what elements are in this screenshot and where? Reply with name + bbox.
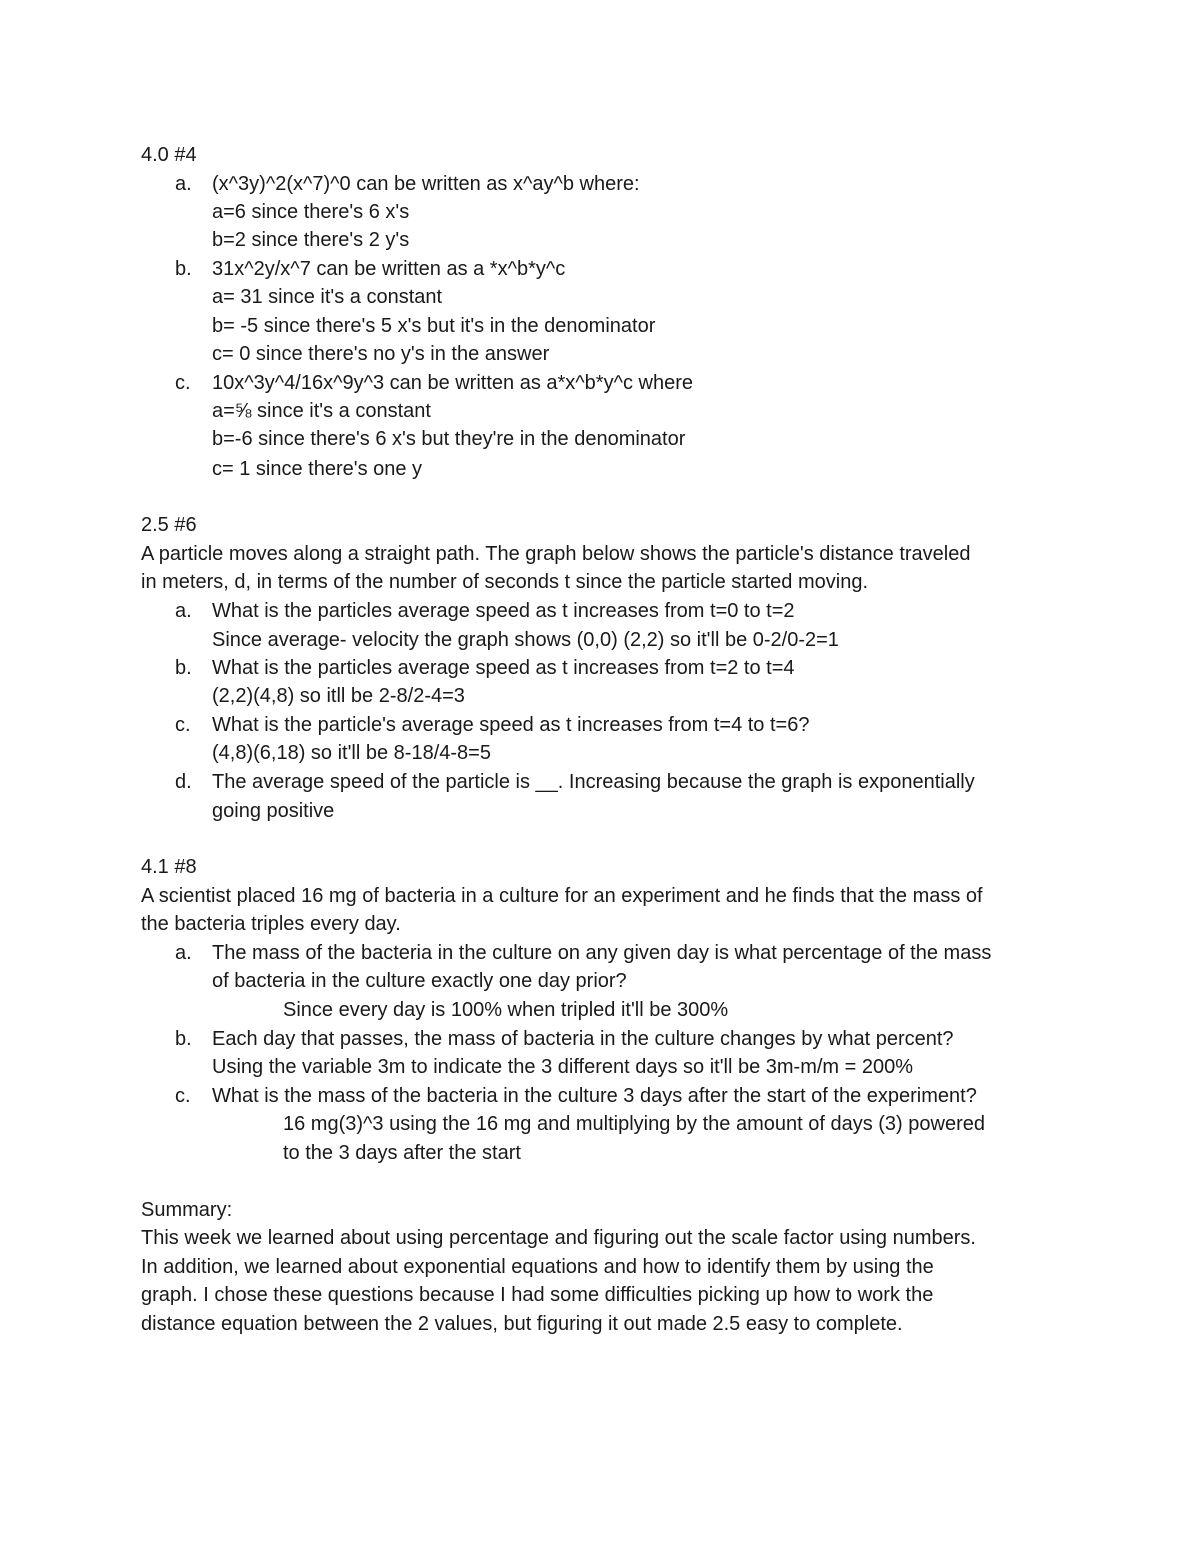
item-marker: b.: [175, 258, 192, 280]
section-heading: 2.5 #6: [141, 514, 197, 536]
item-line: c= 1 since there's one y: [212, 458, 423, 480]
item-line: c= 0 since there's no y's in the answer: [212, 343, 550, 365]
item-marker: d.: [175, 771, 192, 793]
summary-line: In addition, we learned about exponential equations and how to identify them by using the: [141, 1256, 934, 1278]
item-line: b=-6 since there's 6 x's but they're in the denominator: [212, 428, 686, 450]
item-line: What is the particles average speed as t increases from t=0 to t=2: [212, 600, 795, 622]
item-line: Since every day is 100% when tripled it'll be 300%: [283, 999, 729, 1021]
section-intro-line: A scientist placed 16 mg of bacteria in a culture for an experiment and he finds that the mass of: [141, 885, 983, 907]
item-line: Since average- velocity the graph shows (0,0) (2,2) so it'll be 0-2/0-2=1: [212, 629, 839, 651]
section-heading: 4.1 #8: [141, 856, 197, 878]
item-marker: a.: [175, 942, 192, 964]
section-heading: Summary:: [141, 1199, 233, 1221]
item-line: 31x^2y/x^7 can be written as a *x^b*y^c: [212, 258, 566, 280]
item-line: What is the mass of the bacteria in the culture 3 days after the start of the experiment?: [212, 1085, 977, 1107]
item-line: a=⅝ since it's a constant: [212, 400, 431, 422]
section-intro-line: A particle moves along a straight path. The graph below shows the particle's distance traveled: [141, 543, 971, 565]
section-intro-line: the bacteria triples every day.: [141, 913, 401, 935]
item-line: Using the variable 3m to indicate the 3 different days so it'll be 3m-m/m = 200%: [212, 1056, 914, 1078]
summary-line: distance equation between the 2 values, but figuring it out made 2.5 easy to complete.: [141, 1313, 903, 1335]
summary-line: This week we learned about using percentage and figuring out the scale factor using numbers.: [141, 1227, 976, 1249]
item-line: 10x^3y^4/16x^9y^3 can be written as a*x^b*y^c where: [212, 372, 693, 394]
section-intro-line: in meters, d, in terms of the number of seconds t since the particle started moving.: [141, 571, 869, 593]
item-line: of bacteria in the culture exactly one day prior?: [212, 970, 627, 992]
item-line: (4,8)(6,18) so it'll be 8-18/4-8=5: [212, 742, 491, 764]
item-line: going positive: [212, 800, 335, 822]
item-marker: b.: [175, 657, 192, 679]
item-line: a=6 since there's 6 x's: [212, 201, 410, 223]
item-line: 16 mg(3)^3 using the 16 mg and multiplying by the amount of days (3) powered: [283, 1113, 985, 1135]
item-line: b= -5 since there's 5 x's but it's in the denominator: [212, 315, 656, 337]
item-line: (x^3y)^2(x^7)^0 can be written as x^ay^b where:: [212, 173, 640, 195]
item-line: a= 31 since it's a constant: [212, 286, 443, 308]
item-marker: c.: [175, 372, 191, 394]
item-line: The mass of the bacteria in the culture on any given day is what percentage of the mass: [212, 942, 992, 964]
item-marker: a.: [175, 600, 192, 622]
item-marker: b.: [175, 1028, 192, 1050]
item-line: The average speed of the particle is __. Increasing because the graph is exponentially: [212, 771, 975, 793]
item-line: b=2 since there's 2 y's: [212, 229, 410, 251]
item-marker: c.: [175, 714, 191, 736]
item-line: (2,2)(4,8) so itll be 2-8/2-4=3: [212, 685, 465, 707]
item-marker: c.: [175, 1085, 191, 1107]
item-line: What is the particles average speed as t increases from t=2 to t=4: [212, 657, 795, 679]
section-heading: 4.0 #4: [141, 144, 197, 166]
summary-line: graph. I chose these questions because I had some difficulties picking up how to work the: [141, 1284, 934, 1306]
item-line: to the 3 days after the start: [283, 1142, 521, 1164]
item-line: What is the particle's average speed as t increases from t=4 to t=6?: [212, 714, 810, 736]
item-marker: a.: [175, 173, 192, 195]
item-line: Each day that passes, the mass of bacteria in the culture changes by what percent?: [212, 1028, 954, 1050]
